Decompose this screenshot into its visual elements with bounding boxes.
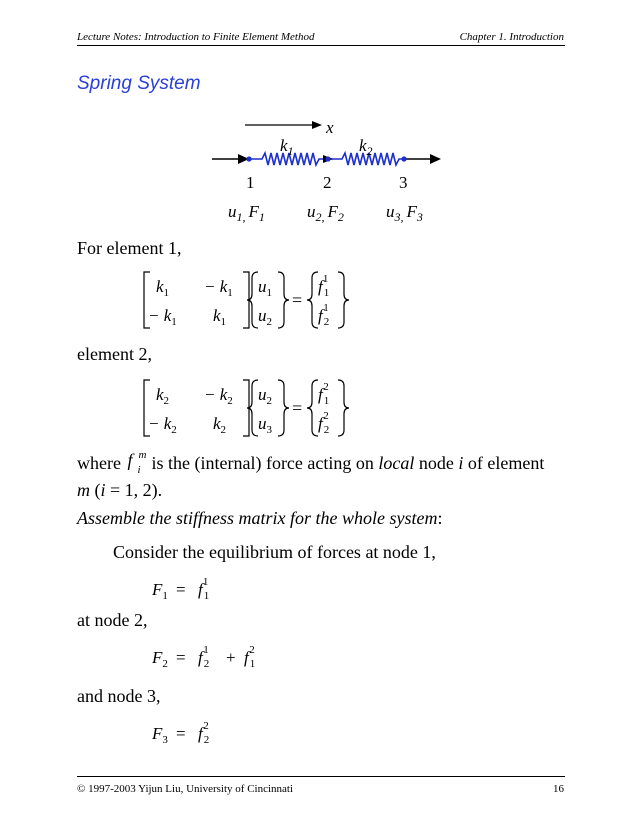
e1-u2: $u_2$ [258, 306, 272, 328]
e2-m21: − $k_2$ [148, 414, 177, 436]
e2-f1: $f_12$ [318, 381, 330, 407]
e2-u3: $u_3$ [258, 414, 272, 436]
f-right-brace [338, 380, 349, 436]
svg-text:f11: $f_11$ [198, 576, 209, 602]
e2-f2: $f_22$ [318, 410, 330, 436]
and-node-3-text: and node 3, [77, 686, 161, 706]
footer-page-number: 16 [553, 783, 564, 795]
element-1-equation [140, 264, 370, 336]
svg-text:F2: $F_2$ [152, 648, 168, 670]
equation-F2 [148, 638, 308, 674]
x-axis-label: x [326, 118, 334, 137]
element-2-text: element 2, [77, 344, 152, 364]
svg-text:+: + [226, 648, 236, 667]
e2-m11: $k_2$ [156, 385, 170, 407]
e1-f2: $f_21$ [318, 302, 330, 328]
e1-m11: $k_1$ [156, 277, 170, 299]
f-left-brace [307, 272, 318, 328]
node-2-dot [325, 156, 330, 161]
u-right-brace [278, 272, 289, 328]
svg-text:f21: $f_21$ [198, 644, 210, 670]
e2-m22: $k_2$ [213, 414, 227, 436]
svg-text:F3: $F_3$ [152, 724, 168, 746]
e1-m21: − $k_1$ [148, 306, 177, 328]
svg-text:=: = [176, 648, 186, 667]
node-1-label: $u_{1,}$ $F_1$ [228, 202, 265, 224]
header-left: Lecture Notes: Introduction to Finite Element Method [77, 31, 315, 43]
equation-F3 [148, 714, 268, 750]
footer-rule [77, 776, 565, 777]
e1-u1: $u_1$ [258, 277, 272, 299]
svg-text:F1: $F_1$ [152, 580, 168, 602]
where-word: where [77, 453, 121, 473]
e2-m12: − $k_2$ [204, 385, 233, 407]
f-left-brace [307, 380, 318, 436]
f-i-m-symbol: f i m [127, 449, 147, 476]
consider-text: Consider the equilibrium of forces at node 1, [113, 542, 436, 562]
node-number-1: 1 [246, 173, 255, 192]
node-2-label: $u_{2,}$ $F_2$ [307, 202, 344, 224]
e2-u2: $u_2$ [258, 385, 272, 407]
e1-m12: − $k_1$ [204, 277, 233, 299]
element-1-text: For element 1, [77, 238, 182, 258]
at-node-2-text: at node 2, [77, 610, 148, 630]
svg-text:=: = [176, 580, 186, 599]
element-2-equation [140, 372, 370, 444]
spring-label-k1: $k_1$ [280, 136, 294, 158]
section-title: Spring System [77, 73, 201, 94]
e1-m22: $k_1$ [213, 306, 227, 328]
equation-F1 [148, 570, 268, 606]
spring-system-figure [0, 0, 638, 240]
node-number-3: 3 [399, 173, 408, 192]
header-right: Chapter 1. Introduction [459, 31, 564, 43]
f-right-brace [338, 272, 349, 328]
e2-equals: = [292, 398, 303, 418]
u-right-brace [278, 380, 289, 436]
node-3-dot [401, 156, 406, 161]
node-number-2: 2 [323, 173, 332, 192]
svg-text:f22: $f_22$ [198, 720, 210, 746]
where-paragraph: where f i m is the (internal) force acting on local node i of element m (i = 1, 2). [77, 449, 545, 500]
e1-equals: = [292, 290, 303, 310]
assemble-heading: Assemble the stiffness matrix for the whole system: [77, 508, 443, 528]
footer-left: © 1997-2003 Yijun Liu, University of Cincinnati [77, 783, 294, 795]
right-force-arrowhead [430, 154, 441, 164]
svg-text:=: = [176, 724, 186, 743]
spring-label-k2: $k_2$ [359, 136, 373, 158]
x-axis-arrowhead [312, 121, 322, 129]
node-3-label: $u_{3,}$ $F_3$ [386, 202, 423, 224]
node-1-dot [246, 156, 251, 161]
svg-text:f12: $f_12$ [244, 644, 256, 670]
e1-f1: $f_11$ [318, 273, 329, 299]
